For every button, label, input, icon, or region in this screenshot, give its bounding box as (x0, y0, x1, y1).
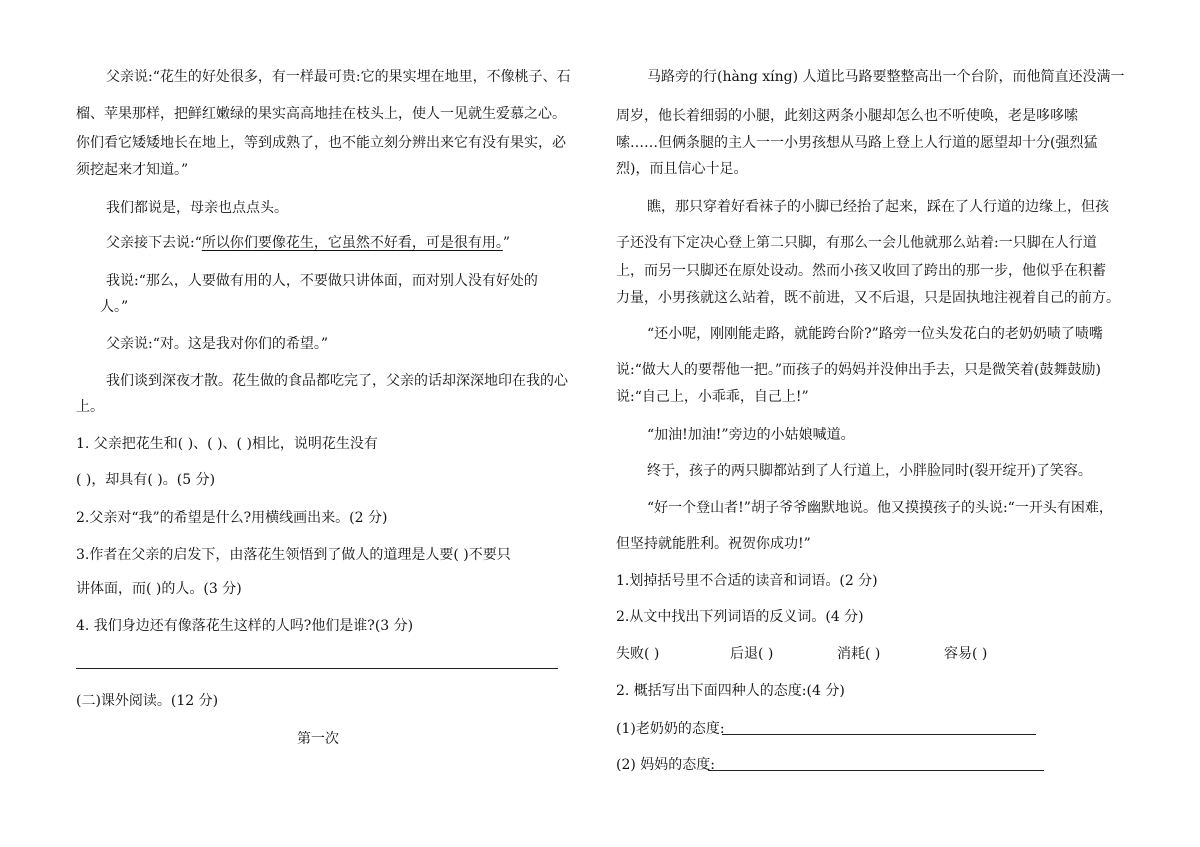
paragraph-line: 我们都说是，母亲也点点头。 (106, 200, 288, 216)
paragraph-line: 上。 (76, 399, 104, 415)
antonym-item: 消耗( ) (837, 646, 881, 662)
question-2: 2.从文中找出下列词语的反义词。(4 分) (616, 609, 864, 625)
attitude-label: (2) 妈妈的态度: (616, 757, 715, 773)
paragraph-line: 父亲说:“花生的好处很多，有一样最可贵:它的果实埋在地里，不像桃子、石 (106, 69, 571, 85)
question-1-cont: ( )，却具有( )。(5 分) (76, 472, 216, 488)
paragraph-line: 力量，小男孩就这么站着，既不前进，又不后退，只是固执地注视着自己的前方。 (616, 290, 1120, 306)
antonym-item: 后退( ) (730, 646, 774, 662)
paragraph-line: 你们看它矮矮地长在地上，等到成熟了，也不能立刻分辨出来它有没有果实，必 (76, 135, 566, 151)
paragraph-line: 终于，孩子的两只脚都站到了人行道上，小胖脸同时(裂开绽开)了笑容。 (647, 463, 1092, 479)
paragraph-line: 瞧，那只穿着好看袜子的小脚已经抬了起来，踩在了人行道的边缘上，但孩 (647, 199, 1109, 215)
question-4: 4. 我们身边还有像落花生这样的人吗?他们是谁?(3 分) (76, 618, 414, 634)
paragraph-line: 马路旁的行(hàng xíng) 人道比马路要整整高出一个台阶，而他简直还没满一 (647, 69, 1125, 85)
underlined-answer: 所以你们要像花生，它虽然不好看，可是很有用。 (201, 235, 503, 251)
paragraph-line: 须挖起来才知道。” (76, 162, 189, 178)
paragraph-line: 嗦……但俩条腿的主人一一小男孩想从马路上登上人行道的愿望却十分(强烈猛 (616, 135, 1098, 151)
paragraph-line: 我说:“那么，人要做有用的人，不要做只讲体面，而对别人没有好处的 (106, 273, 538, 289)
quote-prefix: 父亲接下去说:“ (106, 235, 202, 251)
antonym-item: 容易( ) (944, 646, 988, 662)
question-1: 1. 父亲把花生和( )、( )、( )相比，说明花生没有 (76, 436, 378, 452)
paragraph-line: “好一个登山者!”胡子爷爷幽默地说。他又摸摸孩子的头说:“一开头有困难， (647, 500, 1113, 516)
story-title: 第一次 (297, 731, 339, 747)
paragraph-line: 榴、苹果那样，把鲜红嫩绿的果实高高地挂在枝头上，使人一见就生爱慕之心。 (76, 106, 566, 122)
paragraph-line: 父亲说:“对。这是我对你们的希望。” (106, 336, 329, 352)
paragraph-line: “加油!加油!”旁边的小姑娘喊道。 (647, 427, 855, 443)
answer-line[interactable] (76, 668, 558, 669)
paragraph-line: “还小呢，刚刚能走路，就能跨台阶?”路旁一位头发花白的老奶奶啧了啧嘴 (647, 326, 1103, 342)
paragraph-line (106, 234, 510, 252)
attitude-label: (1)老奶奶的态度: (616, 721, 725, 737)
question-3-cont: 讲体面，而( )的人。(3 分) (76, 581, 242, 597)
paragraph-line: 说:“做大人的要帮他一把。”而孩子的妈妈并没伸出手去，只是微笑着(鼓舞鼓励) (616, 362, 1101, 378)
question-1: 1.划掉括号里不合适的读音和词语。(2 分) (616, 573, 878, 589)
paragraph-line: 烈)，而且信心十足。 (616, 161, 748, 177)
section-heading: (二)课外阅读。(12 分) (76, 693, 219, 709)
answer-line[interactable] (722, 734, 1036, 735)
question-3: 3.作者在父亲的启发下，由落花生领悟到了做人的道理是人要( )不要只 (76, 547, 511, 563)
quote-suffix: ” (502, 235, 511, 251)
paragraph-line: 说:“自己上，小乖乖，自己上!” (616, 389, 809, 405)
question-3: 2. 概括写出下面四种人的态度:(4 分) (616, 683, 845, 699)
answer-line[interactable] (708, 770, 1044, 771)
paragraph-line: 我们谈到深夜才散。花生做的食品都吃完了，父亲的话却深深地印在我的心 (106, 373, 568, 389)
antonym-item: 失败( ) (616, 646, 660, 662)
paragraph-line: 子还没有下定决心登上第二只脚，有那么一会儿他就那么站着:一只脚在人行道 (616, 235, 1097, 251)
paragraph-line: 上，而另一只脚还在原处设动。然而小孩又收回了跨出的那一步，他似乎在积蓄 (616, 263, 1106, 279)
question-2: 2.父亲对“我”的希望是什么?用横线画出来。(2 分) (76, 510, 388, 526)
paragraph-line: 人。” (100, 299, 129, 315)
paragraph-line: 但坚持就能胜利。祝贺你成功!” (616, 536, 811, 552)
paragraph-line: 周岁，他长着细弱的小腿，此刻这两条小腿却怎么也不听使唤，老是哆哆嗦 (616, 108, 1078, 124)
